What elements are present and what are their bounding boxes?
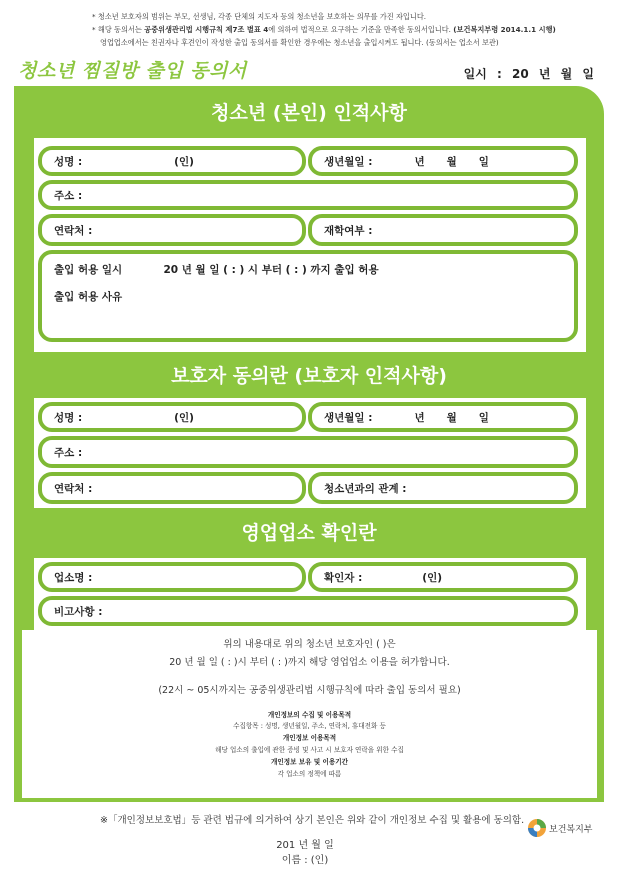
section-title-youth: 청소년 (본인) 인적사항: [211, 102, 407, 124]
youth-contact-field[interactable]: 연락처 :: [38, 214, 306, 246]
section-title-guardian: 보호자 동의란 (보호자 인적사항): [171, 365, 447, 387]
guardian-name-field[interactable]: 성명 : (인): [38, 402, 306, 432]
note-guardian-scope: * 청소년 보호자의 범위는 부모, 선생님, 각종 단체의 지도자 등의 청소년을 보호하는 의무를 가진 자입니다.: [92, 12, 427, 21]
youth-address-field[interactable]: 주소 :: [38, 180, 578, 210]
sign-name: 이름 : (인): [281, 855, 329, 866]
youth-seal: (인): [174, 155, 194, 168]
consent-line-3: (22시 ~ 05시까지는 공중위생관리법 시행규칙에 따라 출입 동의서 필요): [158, 685, 461, 696]
privacy-text-3: 각 업소의 정책에 따름: [277, 770, 342, 778]
note-business-storage: 영업업소에서는 친권자나 후견인이 작성한 출입 동의서를 확인한 경우에는 청소년을 출입시켜도 됩니다. (동의서는 업소서 보관): [100, 38, 499, 47]
ministry-logo-text: 보건복지부: [549, 825, 593, 835]
youth-reason-label: 출입 허용 사유: [54, 291, 123, 303]
business-shop-field[interactable]: 업소명 :: [38, 562, 306, 592]
consent-line-2: 20 년 월 일 ( : )시 부터 ( : )까지 해당 영업업소 이용을 허가합니다.: [169, 657, 450, 668]
business-seal: (인): [422, 571, 443, 584]
privacy-title-2: 개인정보 이용목적: [282, 734, 337, 742]
youth-entry-row: 출입 허용 일시 20 년 월 일 ( : ) 시 부터 ( : ) 까지 출입 허용: [54, 264, 379, 276]
form-date: 일시 : 20 년 월 일: [463, 67, 594, 81]
business-remarks-field[interactable]: 비고사항 :: [38, 596, 578, 626]
privacy-title-3: 개인정보 보유 및 이용기간: [271, 758, 348, 766]
section-title-business: 영업업소 확인란: [241, 522, 377, 544]
privacy-consent-footnote: ※「개인정보보호법」등 관련 법규에 의거하여 상기 본인은 위와 같이 개인정보 수집 및 활용에 동의함.: [100, 815, 525, 826]
notes-block: [92, 10, 592, 49]
consent-line-1: 위의 내용대로 위의 청소년 보호자인 ( )은: [223, 639, 396, 650]
ministry-logo-icon: [527, 818, 547, 838]
business-checker-field[interactable]: 확인자 : (인): [308, 562, 578, 592]
guardian-relation-field[interactable]: 청소년과의 관계 :: [308, 472, 578, 504]
guardian-contact-field[interactable]: 연락처 :: [38, 472, 306, 504]
youth-name-field[interactable]: 성명 : (인): [38, 146, 306, 176]
note-legal-basis: * 해당 동의서는 공중위생관리법 시행규칙 제7조 별표 4에 의하여 법적으로 요구하는 기준을 만족한 동의서입니다. (보건복지부령 2014.1.1 시행): [92, 25, 556, 34]
youth-school-field[interactable]: 재학여부 :: [308, 214, 578, 246]
guardian-address-field[interactable]: 주소 :: [38, 436, 578, 468]
youth-entry-field[interactable]: [38, 250, 578, 342]
form-title: 청소년 찜질방 출입 동의서: [18, 60, 247, 82]
guardian-seal: (인): [174, 411, 194, 424]
youth-birth-field[interactable]: 생년월일 : 년 월 일: [308, 146, 578, 176]
privacy-text-2: 해당 업소의 출입에 관한 증빙 및 사고 시 보호자 연락을 위한 수집: [215, 746, 404, 754]
privacy-text-1: 수집항목 : 성명, 생년월일, 주소, 연락처, 휴대전화 등: [233, 722, 386, 730]
guardian-birth-field[interactable]: 생년월일 : 년 월 일: [308, 402, 578, 432]
sign-date: 201 년 월 일: [276, 840, 334, 851]
privacy-title-1: 개인정보의 수집 및 이용목적: [267, 711, 352, 719]
